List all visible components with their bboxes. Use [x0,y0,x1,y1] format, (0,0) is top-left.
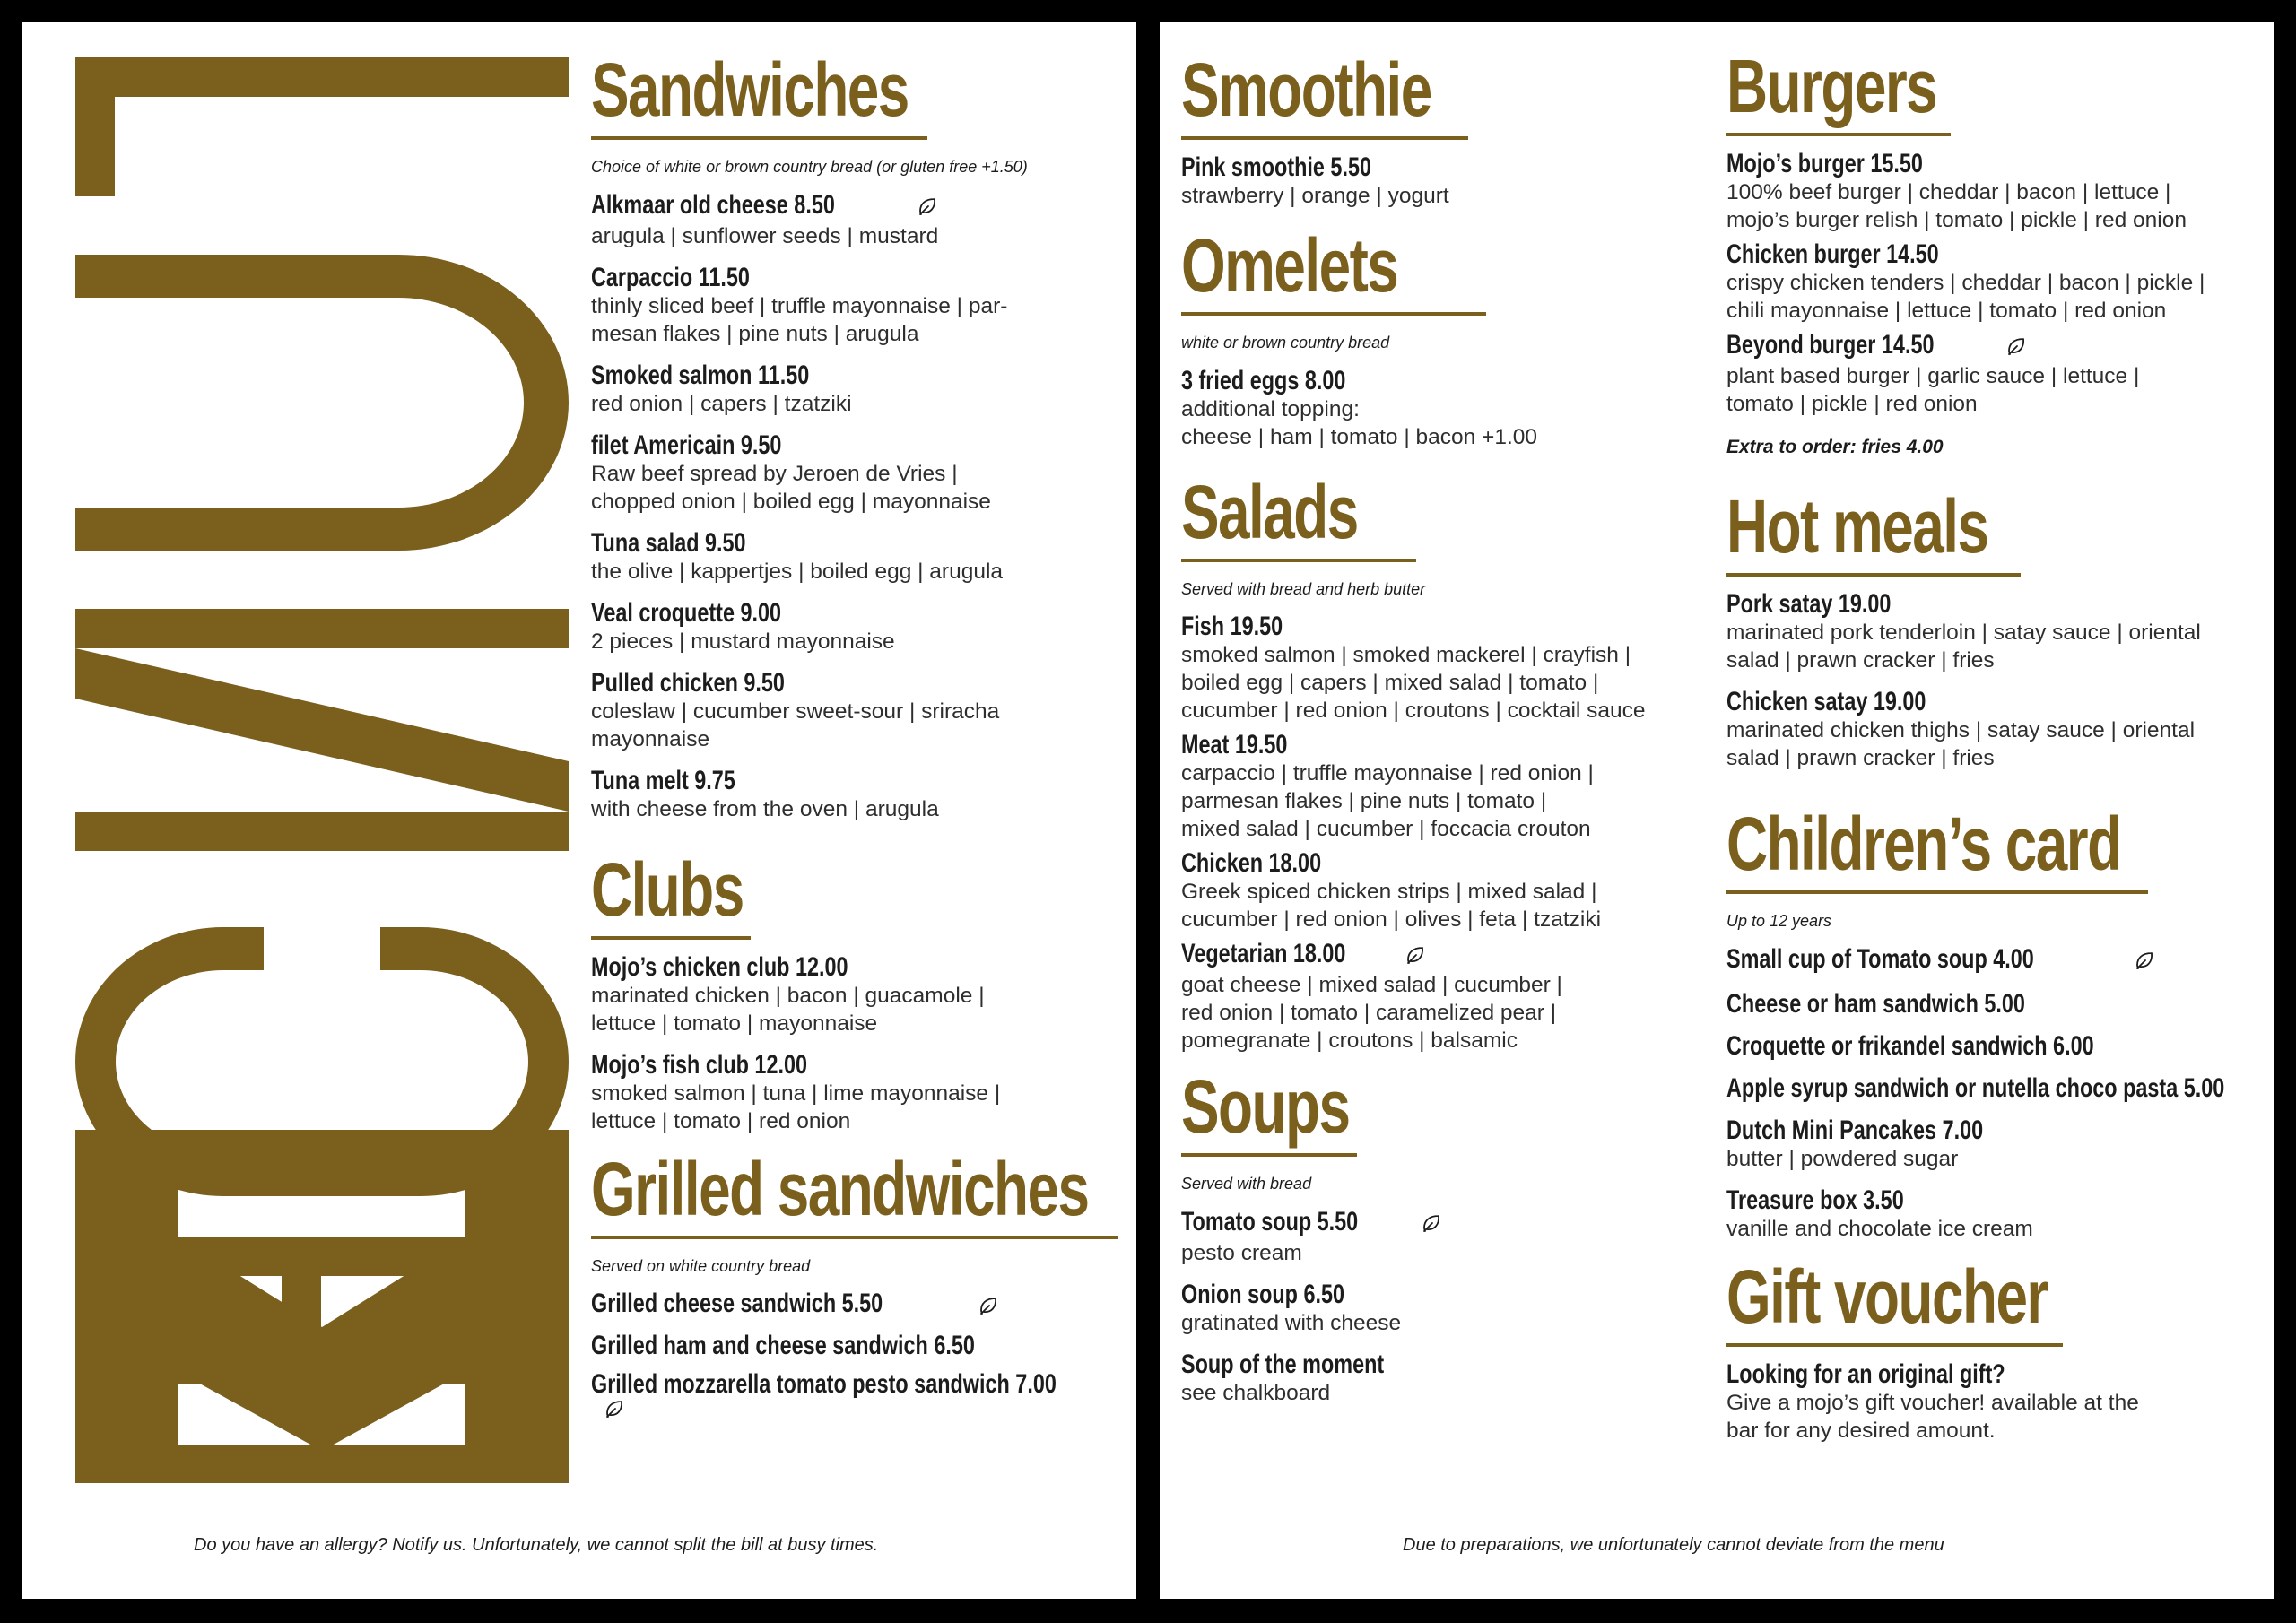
menu-item-name-text: Tuna melt 9.75 [591,765,735,795]
menu-item-name [1181,1350,1692,1379]
section-title: Omelets [1181,223,1398,308]
menu-item-name-text: Veal croquette 9.00 [591,597,782,628]
section-divider [1181,559,1416,562]
menu-item-description: cucumber | red onion | olives | feta | tzatziki [1181,907,1602,933]
menu-item-description: marinated chicken | bacon | guacamole | [591,983,985,1008]
menu-item-description: Greek spiced chicken strips | mixed salad | [1181,880,1597,905]
menu-item-name [591,766,1129,795]
menu-item-description: salad | prawn cracker | fries [1726,746,1995,771]
menu-item-description: chili mayonnaise | lettuce | tomato | red onion [1726,299,2167,323]
menu-item-name-text: Meat 19.50 [1181,730,1288,760]
menu-item [1181,1207,1692,1267]
section-title: Grilled sandwiches [591,1146,1089,1231]
menu-item-name-text: Smoked salmon 11.50 [591,360,810,390]
leaf-icon [2005,336,2027,362]
menu-item-description: red onion | tomato | caramelized pear | [1181,1001,1557,1026]
section-grilled-sandwiches [591,1146,1129,1425]
section-hot-meals [1726,484,2265,772]
section-title: Clubs [591,846,744,932]
menu-item-name-text: filet Americain 9.50 [591,430,782,460]
menu-item-name [1726,239,2265,269]
menu-item-description: strawberry | orange | yogurt [1181,184,1449,208]
menu-item-name [591,528,1129,558]
section-title: Burgers [1726,44,1937,128]
menu-item [1726,239,2265,325]
section-title: Sandwiches [591,48,909,132]
section-divider [591,1236,1118,1239]
section-divider [1181,312,1486,316]
menu-item-name-text: Chicken 18.00 [1181,848,1322,879]
leaf-icon [1405,945,1426,971]
letter-n [75,609,569,851]
menu-item [591,1050,1129,1135]
menu-item-name [1181,612,1692,641]
leaf-icon [1421,1213,1442,1239]
menu-item-name-text: Pulled chicken 9.50 [591,667,785,698]
section-note: Served on white country bread [591,1256,811,1275]
menu-item [1726,1185,2265,1243]
menu-item-description: cheese | ham | tomato | bacon +1.00 [1181,424,1538,449]
menu-item-name [1726,149,2265,178]
menu-item-name [591,190,1129,222]
menu-item-description: Give a mojo’s gift voucher! available at the [1726,1391,2139,1416]
section-childrens-card [1726,802,2265,1243]
menu-item-name-text: Carpaccio 11.50 [591,262,750,292]
menu-item [1181,939,1692,1055]
menu-item-name [1181,152,1692,182]
section-note: Choice of white or brown country bread (or gluten free +1.50) [591,158,1028,176]
menu-page-left [22,22,1136,1599]
menu-item-description: with cheese from the oven | arugula [591,796,939,821]
section-smoothie [1181,48,1692,210]
menu-item-description: carpaccio | truffle mayonnaise | red onion | [1181,761,1594,786]
section-note: Served with bread [1181,1175,1312,1193]
leaf-icon [2134,950,2155,976]
menu-item-name [591,430,1129,460]
menu-item [1181,730,1692,843]
menu-item [591,263,1129,348]
menu-item-name [591,668,1129,698]
menu-item-description: gratinated with cheese [1181,1311,1402,1336]
section-omelets [1181,223,1692,451]
menu-item-name [591,952,1129,982]
menu-item-name-text: Croquette or frikandel sandwich 6.00 [1726,1031,2094,1062]
left-column [591,48,1129,1425]
menu-item-description: mesan flakes | pine nuts | arugula [591,321,919,346]
menu-item-description: salad | prawn cracker | fries [1726,648,1995,673]
menu-item-name [591,263,1129,292]
menu-item [1181,1280,1692,1337]
menu-item [591,1369,1129,1425]
menu-item-name [1181,939,1692,971]
section-sandwiches [591,48,1129,823]
menu-item-name-text: Apple syrup sandwich or nutella choco pasta 5.00 [1726,1073,2225,1104]
menu-item-name [1726,1073,2265,1103]
menu-item-name-text: Pork satay 19.00 [1726,589,1892,620]
section-divider [1726,133,1951,136]
menu-item [591,952,1129,1037]
menu-item-description: pomegranate | croutons | balsamic [1181,1028,1518,1054]
menu-item [591,190,1129,250]
menu-item [1726,1115,2265,1173]
menu-item [591,766,1129,823]
section-title: Salads [1181,469,1358,554]
section-note: Served with bread and herb butter [1181,579,1426,598]
menu-item-name [1181,730,1692,759]
menu-item-name [1726,330,2265,362]
menu-item [1181,1350,1692,1407]
section-title: Children’s card [1726,802,2121,887]
menu-item-description: crispy chicken tenders | cheddar | bacon | pickle | [1726,271,2205,295]
menu-item-description: marinated chicken thighs | satay sauce | oriental [1726,718,2196,743]
section-divider [1181,1153,1357,1157]
menu-item [591,1331,1129,1360]
menu-item-description: additional topping: [1181,396,1360,421]
section-divider [1726,890,2148,894]
menu-item-description: boiled egg | capers | mixed salad | tomato | [1181,671,1599,696]
menu-item-description: see chalkboard [1181,1381,1331,1406]
menu-item [1726,330,2265,418]
menu-item-name [1726,944,2265,976]
menu-item-description: vanille and chocolate ice cream [1726,1217,2033,1242]
section-clubs [591,846,1129,1135]
section-title: Smoothie [1181,48,1431,132]
menu-item [1726,589,2265,674]
section-gift-voucher [1726,1254,2265,1445]
menu-page-right [1160,22,2274,1599]
section-divider [1726,573,2021,577]
leaf-icon [604,1399,625,1425]
section-note: white or brown country bread [1181,334,1390,352]
section-soups [1181,1064,1692,1407]
menu-item-name-text: Chicken burger 14.50 [1726,239,1939,269]
section-burgers [1726,44,2265,458]
menu-item-name [591,1331,1129,1360]
section-note: Extra to order: fries 4.00 [1726,437,1944,458]
menu-item-description: lettuce | tomato | mayonnaise [591,1011,878,1036]
menu-item-description: arugula | sunflower seeds | mustard [591,223,939,248]
menu-item-name-text: Grilled ham and cheese sandwich 6.50 [591,1330,975,1360]
menu-item-name-text: Treasure box 3.50 [1726,1185,1904,1216]
menu-item [591,598,1129,655]
menu-item-name-text: Alkmaar old cheese 8.50 [591,189,835,220]
menu-item-name-text: Looking for an original gift? [1726,1359,2005,1390]
menu-item-description: mojo’s burger relish | tomato | pickle | red onion [1726,208,2187,232]
menu-item-name [1726,1031,2265,1061]
letter-l [75,57,569,196]
letter-m-shape [75,1130,578,1483]
menu-item-description: 100% beef burger | cheddar | bacon | lettuce | [1726,180,2171,204]
menu-item-description: bar for any desired amount. [1726,1419,1996,1444]
menu-item-name [1181,848,1692,878]
menu-item-name [1726,1115,2265,1145]
menu-item-name-text: Beyond burger 14.50 [1726,330,1935,360]
menu-item-description: pesto cream [1181,1241,1302,1266]
menu-item-name-text: Tomato soup 5.50 [1181,1207,1359,1237]
menu-item [1181,366,1692,451]
menu-item-name-text: Mojo’s chicken club 12.00 [591,951,848,982]
leaf-icon [978,1296,999,1322]
section-divider [1181,136,1468,140]
left-footer-note: Do you have an allergy? Notify us. Unfortunately, we cannot split the bill at busy times. [194,1535,879,1555]
menu-item-name-text: Dutch Mini Pancakes 7.00 [1726,1115,1984,1146]
menu-item [591,1289,1129,1321]
menu-item-description: mayonnaise [591,726,710,751]
menu-item [591,430,1129,516]
menu-item [1181,848,1692,933]
menu-item-description: lettuce | tomato | red onion [591,1108,851,1133]
menu-item-name-text: 3 fried eggs 8.00 [1181,365,1346,395]
menu-item-description: thinly sliced beef | truffle mayonnaise | par- [591,293,1008,318]
menu-item [591,668,1129,753]
menu-item-name [1726,1185,2265,1215]
menu-item-description: coleslaw | cucumber sweet-sour | sriracha [591,699,1000,724]
section-title: Gift voucher [1726,1254,2048,1340]
menu-item [591,528,1129,586]
right-footer-note: Due to preparations, we unfortunately cannot deviate from the menu [1403,1535,1944,1555]
menu-item [1726,944,2265,976]
menu-item [591,360,1129,418]
section-title: Hot meals [1726,484,1988,569]
menu-item-description: marinated pork tenderloin | satay sauce | oriental [1726,621,2201,646]
menu-item-description: plant based burger | garlic sauce | lettuce | [1726,364,2140,389]
menu-item-name-text: Cheese or ham sandwich 5.00 [1726,989,2025,1020]
menu-item-description: parmesan flakes | pine nuts | tomato | [1181,789,1547,814]
menu-item-name [1726,989,2265,1019]
menu-item-description: cucumber | red onion | croutons | cocktail sauce [1181,699,1646,724]
menu-item-name-text: Soup of the moment [1181,1350,1385,1380]
menu-item [1181,152,1692,210]
menu-item-name-text: Fish 19.50 [1181,612,1283,642]
menu-item-description: butter | powdered sugar [1726,1147,1959,1172]
menu-item-name [591,1289,1129,1321]
menu-item [1726,989,2265,1019]
right-column-2 [1726,44,2265,1445]
menu-item-name [1181,366,1692,395]
menu-item-description: chopped onion | boiled egg | mayonnaise [591,489,991,514]
section-salads [1181,469,1692,1055]
menu-item-name-text: Onion soup 6.50 [1181,1280,1345,1310]
menu-item-name [591,598,1129,628]
menu-item-name [1726,589,2265,619]
letter-u [75,255,569,551]
menu-item-name [591,1050,1129,1080]
menu-item-name-text: Pink smoothie 5.50 [1181,152,1371,182]
menu-item-name [591,1369,1129,1425]
menu-item-name-text: Small cup of Tomato soup 4.00 [1726,944,2034,975]
menu-item-name-text: Mojo’s fish club 12.00 [591,1049,807,1080]
menu-item-description: goat cheese | mixed salad | cucumber | [1181,973,1562,998]
menu-item-name-text: Vegetarian 18.00 [1181,939,1346,969]
menu-item-name [591,360,1129,390]
menu-item-name-text: Chicken satay 19.00 [1726,687,1926,717]
section-divider [591,136,927,140]
menu-item-description: Raw beef spread by Jeroen de Vries | [591,461,958,486]
section-divider [1726,1343,2063,1347]
leaf-icon [917,196,938,222]
menu-item [1726,149,2265,234]
section-divider [591,936,751,940]
menu-item-name-text: Grilled cheese sandwich 5.50 [591,1289,883,1319]
menu-item-description: mixed salad | cucumber | foccacia crouton [1181,817,1591,842]
section-note: Up to 12 years [1726,912,1832,931]
menu-item-name [1726,1359,2265,1389]
menu-item-name [1181,1280,1692,1309]
menu-item-description: 2 pieces | mustard mayonnaise [591,629,895,654]
section-title: Soups [1181,1064,1350,1150]
menu-item-name-text: Mojo’s burger 15.50 [1726,149,1923,178]
menu-item [1726,1359,2265,1445]
menu-item-description: the olive | kappertjes | boiled egg | arugula [591,559,1004,584]
menu-item [1181,612,1692,725]
menu-item [1726,1031,2265,1061]
menu-item-description: red onion | capers | tzatziki [591,391,852,416]
menu-item [1726,687,2265,772]
menu-item-description: smoked salmon | smoked mackerel | crayfish | [1181,643,1631,668]
menu-item [1726,1073,2265,1103]
right-column-1 [1181,48,1692,1407]
menu-item-description: smoked salmon | tuna | lime mayonnaise | [591,1081,1001,1106]
menu-item-description: tomato | pickle | red onion [1726,392,1978,417]
menu-item-name [1181,1207,1692,1239]
menu-item-name-text: Grilled mozzarella tomato pesto sandwich 7.00 [591,1368,1057,1399]
menu-item-name-text: Tuna salad 9.50 [591,527,746,558]
menu-item-name [1726,687,2265,716]
